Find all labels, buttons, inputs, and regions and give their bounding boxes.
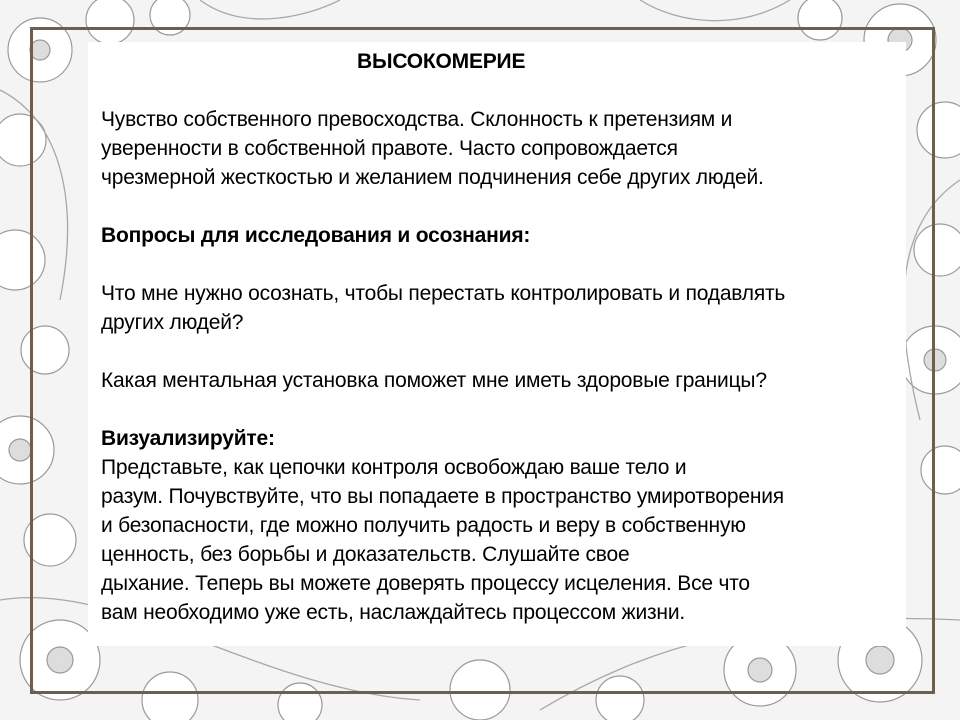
slide-title: ВЫСОКОМЕРИЕ <box>357 50 526 73</box>
questions-heading: Вопросы для исследования и осознания: <box>101 224 531 247</box>
visualize-line: Представьте, как цепочки контроля освобождаю ваше тело и <box>101 456 687 479</box>
description-line: уверенности в собственной правоте. Часто сопровождается <box>101 137 678 160</box>
slide-content <box>101 45 901 627</box>
question-1-line: Что мне нужно осознать, чтобы перестать контролировать и подавлять <box>101 282 786 305</box>
question-1-line: других людей? <box>101 311 244 334</box>
visualize-line: и безопасности, где можно получить радость и веру в собственную <box>101 514 746 537</box>
visualize-heading: Визуализируйте: <box>101 427 275 450</box>
description-line: чрезмерной жесткостью и желанием подчинения себе других людей. <box>101 166 764 189</box>
question-2: Какая ментальная установка поможет мне иметь здоровые границы? <box>101 369 767 392</box>
visualize-line: разум. Почувствуйте, что вы попадаете в пространство умиротворения <box>101 485 784 508</box>
visualize-line: ценность, без борьбы и доказательств. Слушайте свое <box>101 543 630 566</box>
visualize-line: вам необходимо уже есть, наслаждайтесь процессом жизни. <box>101 601 685 624</box>
description-line: Чувство собственного превосходства. Склонность к претензиям и <box>101 108 733 131</box>
visualize-line: дыхание. Теперь вы можете доверять процессу исцеления. Все что <box>101 572 750 595</box>
